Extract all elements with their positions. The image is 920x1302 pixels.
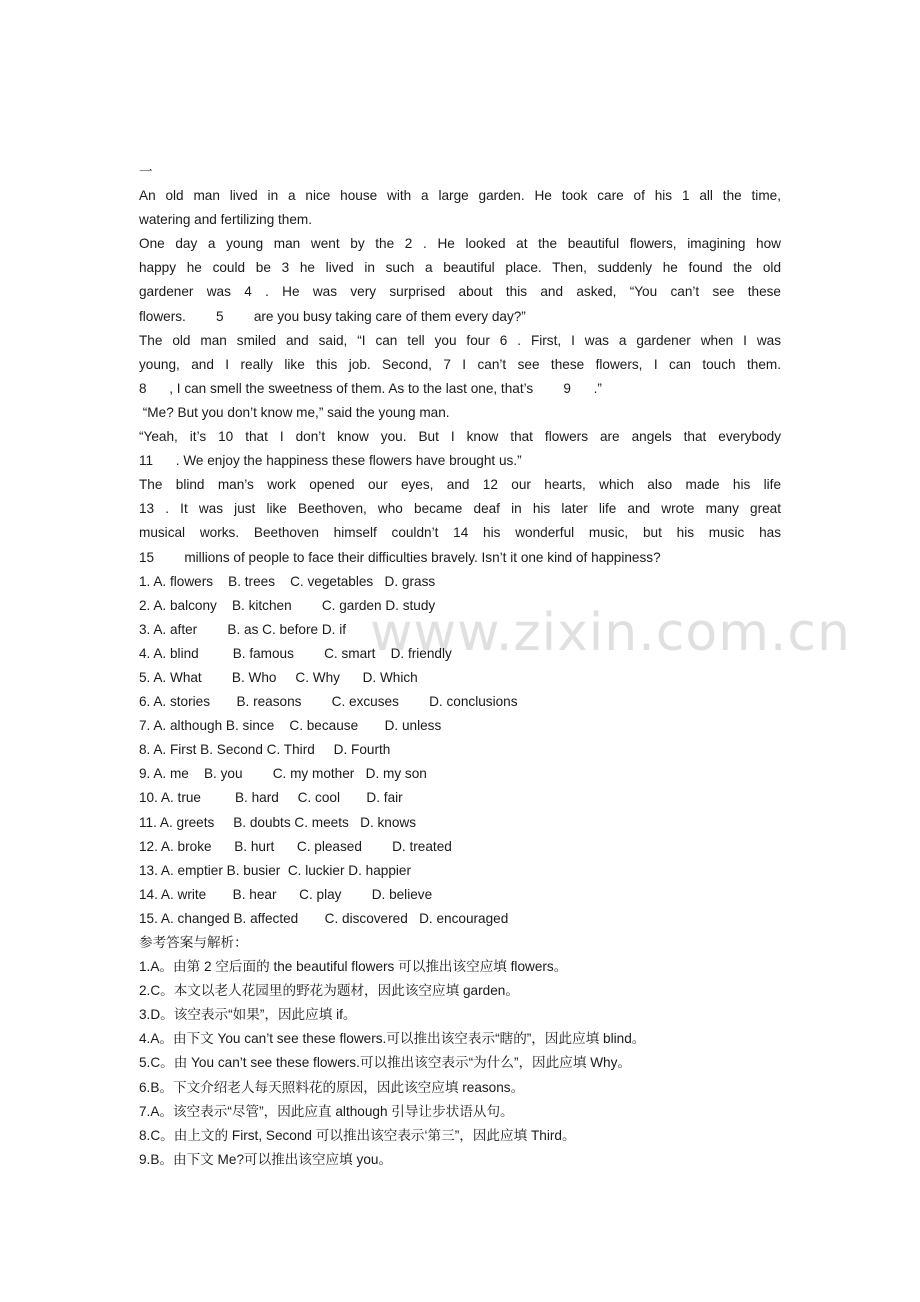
- answers-title: 参考答案与解析：: [139, 935, 248, 950]
- option-line: 8. A. First B. Second C. Third D. Fourth: [139, 742, 391, 758]
- answer-line: 8.C。由上文的 First, Second 可以推出该空表示‘第三”，因此应填 Third。: [139, 1127, 576, 1143]
- option-line: 15. A. changed B. affected C. discovered D. encouraged: [139, 910, 509, 926]
- option-line: 11. A. greets B. doubts C. meets D. knows: [139, 814, 417, 830]
- answer-line: 9.B。由下文 Me?可以推出该空应填 you。: [139, 1151, 393, 1167]
- option-line: 9. A. me B. you C. my mother D. my son: [139, 766, 427, 782]
- watermark: www.zixin.com.cn: [370, 603, 851, 663]
- option-line: 10. A. true B. hard C. cool D. fair: [139, 790, 403, 806]
- passage-line: happy he could be 3 he lived in such a beautiful place. Then, suddenly he found the old: [139, 260, 781, 276]
- question-options: [139, 570, 781, 931]
- option-line: 7. A. although B. since C. because D. unless: [139, 718, 442, 734]
- passage-line: 8 , I can smell the sweetness of them. As to the last one, that’s 9 .”: [139, 380, 602, 396]
- option-line: 13. A. emptier B. busier C. luckier D. happier: [139, 862, 411, 878]
- passage-line: 11 . We enjoy the happiness these flowers have brought us.”: [139, 453, 522, 469]
- answer-line: 7.A。该空表示“尽管”，因此应直 although 引导让步状语从句。: [139, 1103, 514, 1119]
- option-line: 6. A. stories B. reasons C. excuses D. conclusions: [139, 694, 518, 710]
- passage-line: The blind man’s work opened our eyes, and 12 our hearts, which also made his life: [139, 477, 781, 493]
- passage-line: musical works. Beethoven himself couldn’t 14 his wonderful music, but his music has: [139, 525, 781, 541]
- answer-line: 2.C。本文以老人花园里的野花为题材，因此该空应填 garden。: [139, 983, 519, 999]
- option-line: 1. A. flowers B. trees C. vegetables D. grass: [139, 573, 436, 589]
- answer-line: 5.C。由 You can’t see these flowers.可以推出该空表示“为什么”，因此应填 Why。: [139, 1055, 631, 1071]
- option-line: 12. A. broke B. hurt C. pleased D. treated: [139, 838, 452, 854]
- passage-line: 15 millions of people to face their difficulties bravely. Isn’t it one kind of happiness?: [139, 549, 661, 565]
- document-page: [139, 160, 781, 1172]
- passage-line: young, and I really like this job. Second, 7 I can’t see these flowers, I can touch them.: [139, 356, 781, 372]
- option-line: 4. A. blind B. famous C. smart D. friendly: [139, 645, 452, 661]
- option-line: 14. A. write B. hear C. play D. believe: [139, 886, 433, 902]
- passage-line: gardener was 4 . He was very surprised about this and asked, “You can’t see these: [139, 284, 781, 300]
- option-line: 5. A. What B. Who C. Why D. Which: [139, 669, 418, 685]
- passage-line: The old man smiled and said, “I can tell you four 6 . First, I was a gardener when I was: [139, 332, 781, 348]
- passage-line: “Yeah, it’s 10 that I don’t know you. But I know that flowers are angels that everybody: [139, 429, 781, 445]
- answer-line: 1.A。由第 2 空后面的 the beautiful flowers 可以推出该空应填 flowers。: [139, 959, 568, 975]
- answer-line: 3.D。该空表示“如果”，因此应填 if。: [139, 1007, 357, 1023]
- passage-line: An old man lived in a nice house with a large garden. He took care of his 1 all the time,: [139, 188, 781, 204]
- passage-line: watering and fertilizing them.: [139, 212, 313, 228]
- passage-line: One day a young man went by the 2 . He looked at the beautiful flowers, imagining how: [139, 236, 781, 252]
- passage-line: 13 . It was just like Beethoven, who became deaf in his later life and wrote many great: [139, 501, 781, 517]
- answer-line: 4.A。由下文 You can’t see these flowers.可以推出该空表示“瞎的”，因此应填 blind。: [139, 1031, 646, 1047]
- passage-line: flowers. 5 are you busy taking care of them every day?”: [139, 308, 526, 324]
- option-line: 3. A. after B. as C. before D. if: [139, 621, 347, 637]
- section-heading: 一: [139, 164, 153, 179]
- cloze-passage: [139, 184, 781, 570]
- answer-line: 6.B。下文介绍老人每天照料花的原因，因此该空应填 reasons。: [139, 1079, 525, 1095]
- option-line: 2. A. balcony B. kitchen C. garden D. study: [139, 597, 436, 613]
- answer-explanations: [139, 955, 781, 1172]
- passage-line: “Me? But you don’t know me,” said the young man.: [139, 404, 450, 420]
